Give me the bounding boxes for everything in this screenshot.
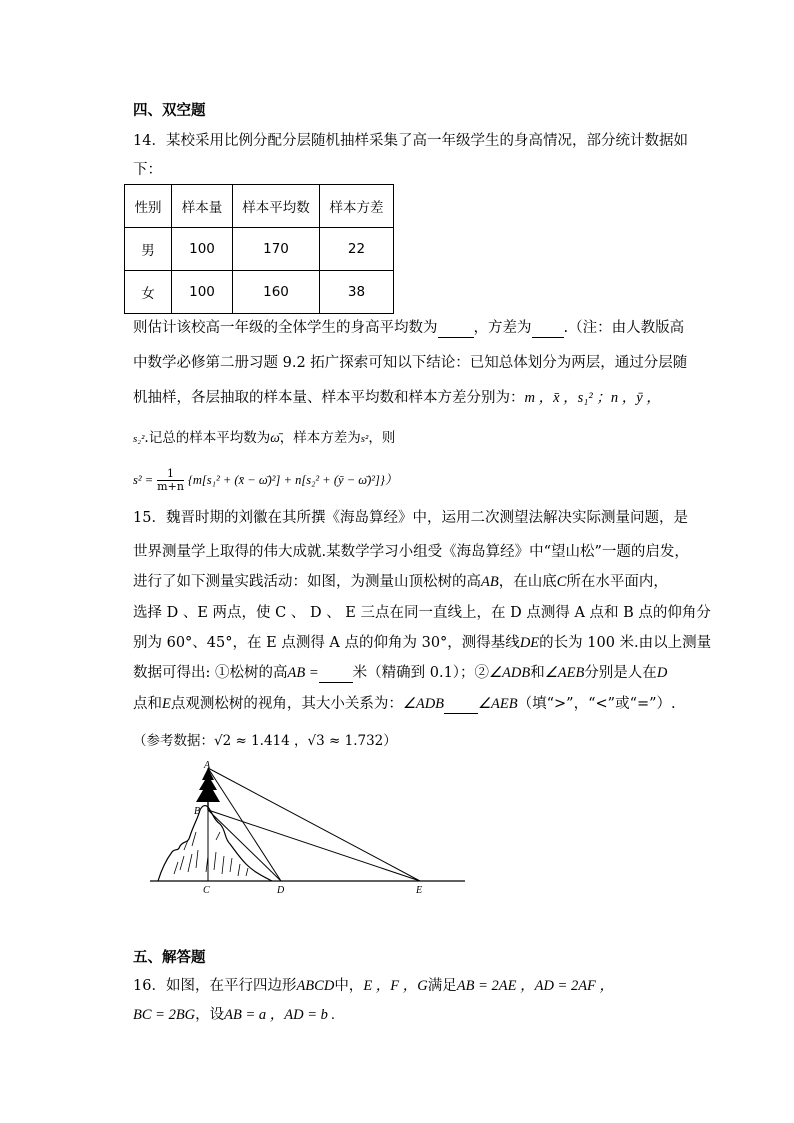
line-be [208,810,420,881]
table-header: 性别 [125,185,172,228]
q15-text: 数据可得出: ①松树的高 [133,665,288,681]
angle-adb: ∠ADB [402,696,445,712]
q14-text: 机抽样，各层抽取的样本量、样本平均数和样本方差分别为： [133,390,525,406]
table-row [125,271,394,314]
q15-line-1: 15．魏晋时期的刘徽在其所撰《海岛算经》中，运用二次测望法解决实际测量问题，是 [133,510,688,526]
q15-text: 分别是人在 [584,665,657,681]
q15-text: 点观测松树的视角，其大小关系为： [170,696,403,712]
angle-adb: ∠ADB [489,665,531,681]
q14-text: .（注：由人教版高 [563,320,685,336]
table-cell: 女 [125,271,172,314]
q16-text: 16．如图，在平行四边形 [133,978,297,994]
q16-text: 满足 [427,978,457,994]
formula-lhs: s² = [133,473,154,487]
segment-de: DE [519,635,540,651]
parallelogram-name: ABCD [296,978,335,994]
fraction-numerator: 1 [157,468,184,481]
segment-ab: AB [481,574,499,590]
angle-aeb: ∠AEB [544,665,585,681]
q15-text: 别为 60°、45°，在 E 点测得 A 点的仰角为 30°，测得基线 [133,635,520,651]
q14-line-2: 下： [133,162,162,178]
table-header: 样本平均数 [233,185,320,228]
variable-s2: s₂² [133,433,145,445]
table-cell: 100 [172,271,233,314]
table-cell: 38 [320,271,394,314]
q15-line-5 [133,633,711,653]
stats-table [124,184,394,314]
q16-text: ，设 [195,1007,225,1023]
q16-text: 中， [334,978,364,994]
vector-definitions: AB = a ，AD = b . [224,1007,336,1023]
q14-after-line-4 [133,428,395,449]
q16-line-2 [133,1005,335,1025]
q14-after-line-1 [133,318,684,338]
q15-line-2: 世界测量学上取得的伟大成就.某数学学习小组受《海岛算经》中“望山松”一题的启发， [133,544,689,560]
reference-data: （参考数据：√2 ≈ 1.414 ，√3 ≈ 1.732） [133,733,397,749]
segment-ab-eq: AB = [287,665,319,681]
q15-text: （填“>”，“<”或“=”）. [517,696,676,712]
table-cell: 160 [233,271,320,314]
q15-text: 点和 [133,696,162,712]
q14-text: ，则 [368,430,396,446]
q14-text: ，样本方差为 [279,430,361,446]
q16-line-1 [133,976,614,996]
section-heading-5: 五、解答题 [133,949,206,966]
q14-text: .记总的样本平均数为 [144,430,271,446]
answer-blank-compare[interactable] [444,699,478,714]
variable-list: m ，x̄ ，s₁² ；n ，ȳ ， [524,390,661,406]
point-e: E [162,696,171,712]
angle-aeb: ∠AEB [478,696,518,712]
points-efg: E ，F ，G [363,978,428,994]
answer-blank-height[interactable] [319,668,353,683]
q15-line-3 [133,572,668,592]
q15-text: 的长为 100 米.由以上测量 [539,635,712,651]
mountain-pine-figure [150,760,470,900]
q15-text: 进行了如下测量实践活动：如图，为测量山顶松树的高 [133,574,481,590]
formula-fraction [157,468,184,493]
point-d: D [656,665,668,681]
variance-formula [133,466,397,494]
table-row [125,228,394,271]
variable-omega: ω̄ [270,430,280,445]
line-bd [208,810,281,881]
vector-bc: BC = 2BG [133,1007,196,1023]
q14-after-line-3 [133,388,661,408]
table-header-row [125,185,394,228]
section-heading-4: 四、双空题 [133,102,206,119]
label-c: C [203,885,210,896]
label-b: B [194,806,201,817]
point-c: C [556,574,567,590]
q14-text: 则估计该校高一年级的全体学生的身高平均数为 [133,320,438,336]
q15-text: 和 [530,665,545,681]
q14-after-line-2: 中数学必修第二册习题 9.2 拓广探索可知以下结论：已知总体划分为两层，通过分层随 [133,355,688,371]
table-cell: 170 [233,228,320,271]
q15-text: ，在山底 [498,574,557,590]
table-cell: 22 [320,228,394,271]
q14-line-1: 14．某校采用比例分配分层随机抽样采集了高一年级学生的身高情况，部分统计数据如 [133,133,688,149]
label-a: A [204,760,211,771]
q14-text: ，方差为 [473,320,532,336]
table-cell: 100 [172,228,233,271]
vector-conditions: AB = 2AE ，AD = 2AF ， [456,978,615,994]
answer-blank-mean[interactable] [438,323,474,338]
label-e: E [416,885,423,896]
table-cell: 男 [125,228,172,271]
label-d: D [277,885,285,896]
q15-text: 米（精确到 0.1）；② [352,665,490,681]
table-header: 样本量 [172,185,233,228]
table-header: 样本方差 [320,185,394,228]
formula-body: {m[s₁² + (x̄ − ω̄)²] + n[s₂² + (ȳ − ω̄)²]}） [187,473,398,487]
variable-s-squared: s² [360,433,369,445]
answer-blank-variance[interactable] [532,323,564,338]
line-ad [208,768,281,881]
q15-line-7 [133,694,676,714]
q15-line-4: 选择 D 、E 两点，使 C 、 D 、 E 三点在同一直线上，在 D 点测得 A 点和 B 点的仰角分 [133,605,711,621]
q15-text: 所在水平面内， [566,574,668,590]
fraction-denominator: m+n [157,480,184,493]
q15-line-6 [133,663,667,683]
